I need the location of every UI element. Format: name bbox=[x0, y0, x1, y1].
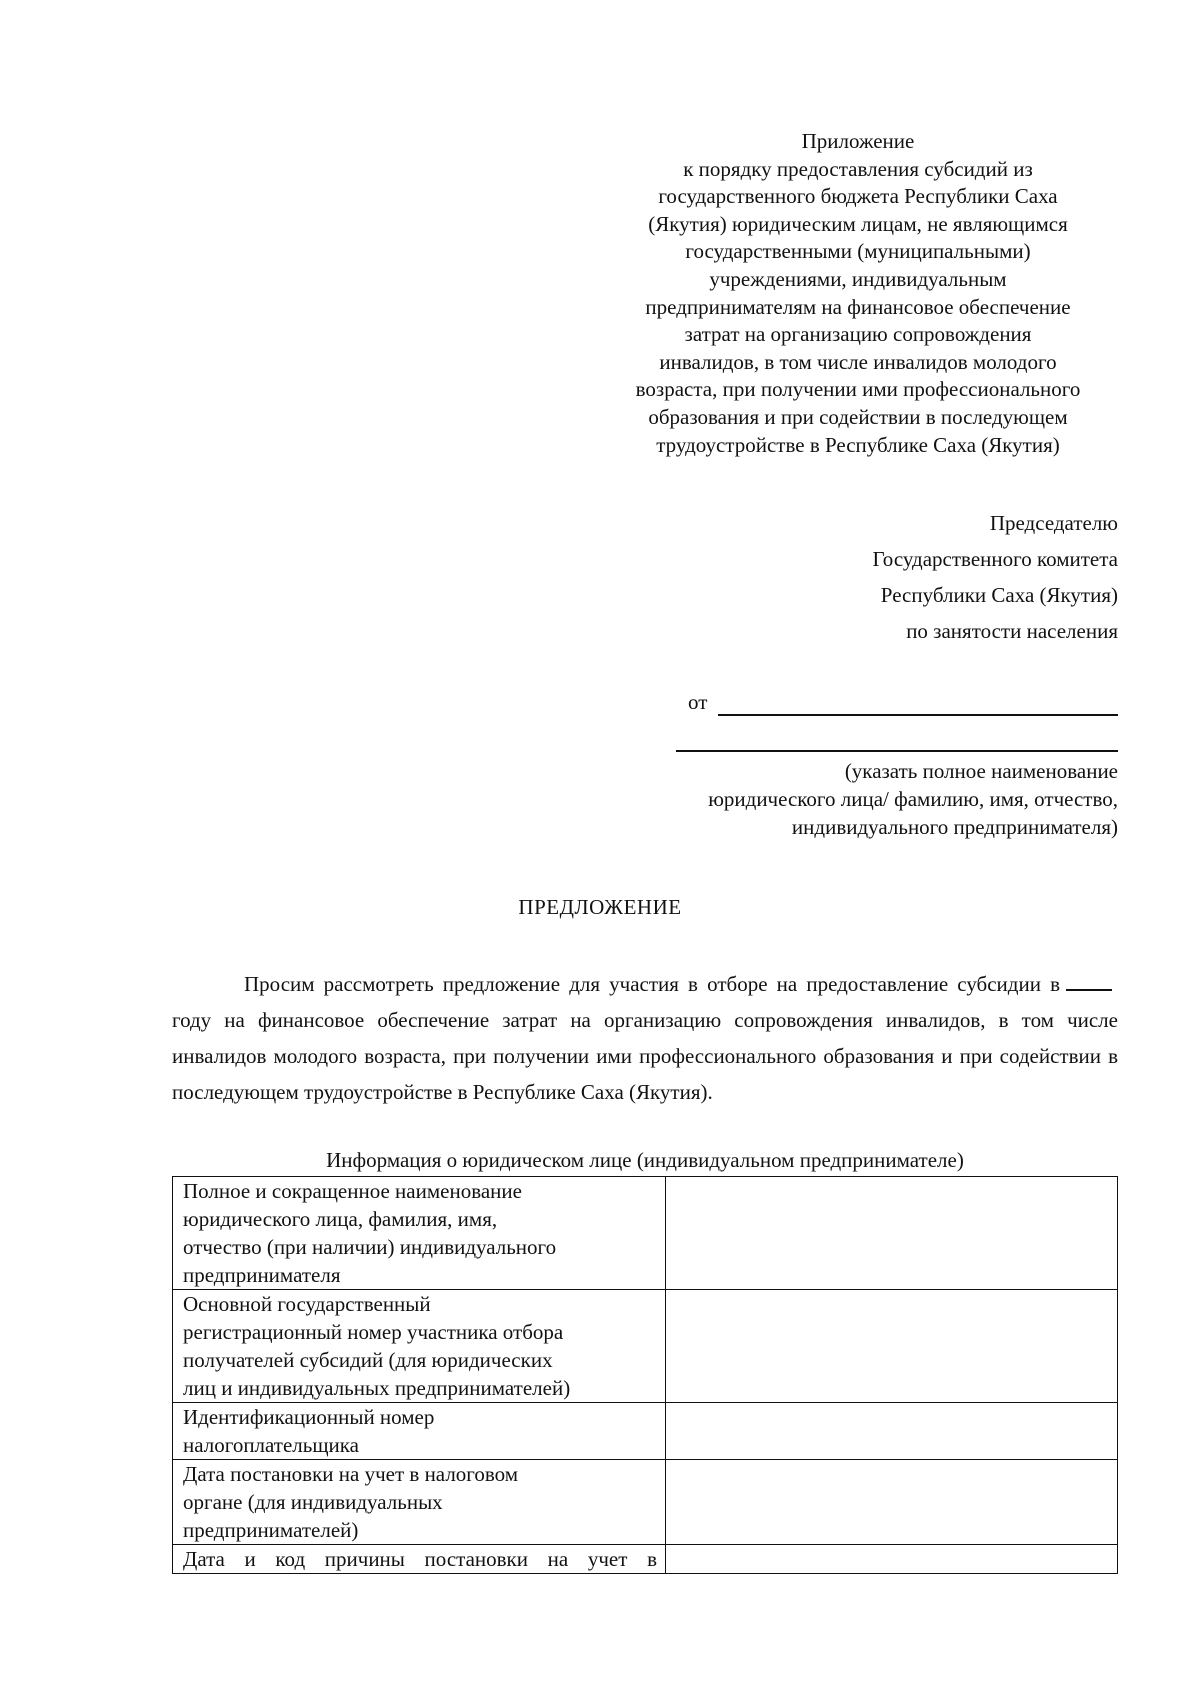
addressee-block: Председателю Государственного комитета Республики Саха (Якутия) по занятости населения bbox=[872, 511, 1118, 643]
row-label-kpp: Дата и код причины постановки на учет в bbox=[173, 1545, 666, 1574]
row-value-kpp[interactable] bbox=[666, 1545, 1118, 1574]
applicant-hint: (указать полное наименование юридического лица/ фамилию, имя, отчество, индивидуального предпринимателя) bbox=[708, 759, 1118, 839]
request-text-part1: Просим рассмотреть предложение для участия в отборе на предоставление субсидии в bbox=[244, 972, 1060, 996]
row-label-tax-registration-date: Дата постановки на учет в налоговом органе (для индивидуальных предпринимателей) bbox=[173, 1460, 666, 1545]
row-value-ogrn[interactable] bbox=[666, 1290, 1118, 1403]
row-value-tax-registration-date[interactable] bbox=[666, 1460, 1118, 1545]
table-row bbox=[173, 1403, 1118, 1460]
row-label-full-name: Полное и сокращенное наименование юридического лица, фамилия, имя, отчество (при наличии) индивидуального предпринимателя bbox=[173, 1177, 666, 1290]
table-row bbox=[173, 1290, 1118, 1403]
applicant-fill-line[interactable] bbox=[676, 750, 1118, 752]
table-row bbox=[173, 1545, 1118, 1574]
table-caption: Информация о юридическом лице (индивидуальном предпринимателе) bbox=[326, 1148, 964, 1172]
request-text-part2: году на финансовое обеспечение затрат на организацию сопровождения инвалидов, в том числе инвалидов молодого возраста, при получении ими профессионального образования и при содействии в последующем трудоустройстве в Республике Саха (Якутия). bbox=[172, 1008, 1118, 1104]
appendix-heading: Приложение к порядку предоставления субсидий из государственного бюджета Республики Саха (Якутия) юридическим лицам, не являющимся государственными (муниципальными) учреждениями, индивидуальным предпринимателям на финансовое обеспечение затрат на организацию сопровождения инвалидов, в том числе инвалидов молодого возраста, при получении ими профессионального образования и при содействии в последующем трудоустройстве в Республике Саха (Якутия) bbox=[635, 129, 1081, 457]
from-fill-line[interactable] bbox=[718, 714, 1118, 716]
request-paragraph bbox=[172, 966, 1118, 1110]
table-row bbox=[173, 1177, 1118, 1290]
table-row bbox=[173, 1460, 1118, 1545]
row-label-ogrn: Основной государственный регистрационный номер участника отбора получателей субсидий (для юридических лиц и индивидуальных предпринимателей) bbox=[173, 1290, 666, 1403]
entity-info-table bbox=[172, 1176, 1118, 1574]
row-value-full-name[interactable] bbox=[666, 1177, 1118, 1290]
from-label: от bbox=[688, 690, 708, 714]
row-value-inn[interactable] bbox=[666, 1403, 1118, 1460]
row-label-inn: Идентификационный номер налогоплательщика bbox=[173, 1403, 666, 1460]
year-blank[interactable] bbox=[1066, 971, 1112, 991]
document-title: ПРЕДЛОЖЕНИЕ bbox=[518, 895, 682, 919]
from-row bbox=[688, 690, 1118, 720]
